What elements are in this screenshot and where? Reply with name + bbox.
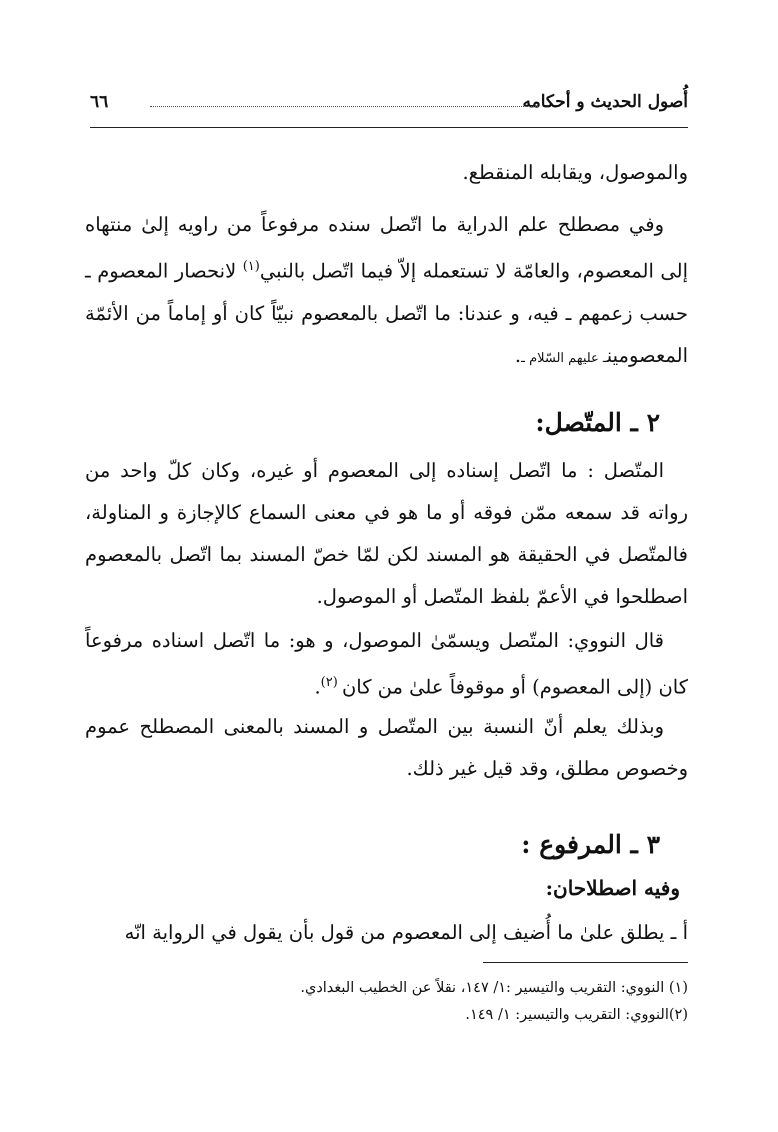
paragraph-text: وبذلك يعلم أنّ النسبة بين المتّصل و المسند بالمعنى المصطلح عموم وخصوص مطلق، وقد قيل غير ذلك. xyxy=(85,715,688,780)
paragraph-muttasil-definition xyxy=(85,450,688,618)
paragraph-end: . xyxy=(314,675,321,699)
footnote-2: (٢)النووي: التقريب والتيسير: ١/ ١٤٩. xyxy=(465,1007,688,1023)
footnote-ref-1[interactable]: (١) xyxy=(242,259,260,274)
paragraph-text: أ ـ يطلق علىٰ ما أُضيف إلى المعصوم من قول بأن يقول في الرواية انّه xyxy=(124,921,688,944)
paragraph-text: قال النووي: المتّصل ويسمّىٰ الموصول، و هو: ما اتّصل اسناده مرفوعاً كان (إلى المعصوم) أو موقوفاً علىٰ من كان xyxy=(85,629,688,699)
header-title: أُصول الحديث و أحكامه xyxy=(516,92,688,112)
section-heading-marfu: ٣ ـ المرفوع : xyxy=(521,830,660,859)
footnotes xyxy=(85,975,688,1029)
honorific-inline: ـ عليهم السّلام ـ xyxy=(521,350,607,366)
footnote-rule xyxy=(483,962,688,963)
paragraph-text: وفي مصطلح علم الدراية ما اتّصل سنده مرفوعاً من راويه إلىٰ منتهاه إلى المعصوم، والعامّة لا تستعمله إلاّ فيما اتّصل بالنبي xyxy=(85,213,688,283)
paragraph-nawawi-quote xyxy=(85,620,688,709)
subheading-two-terms: وفيه اصطلاحان: xyxy=(545,876,680,900)
running-header xyxy=(90,92,688,122)
paragraph-text: المتّصل : ما اتّصل إسناده إلى المعصوم أو غيره، وكان كلّ واحد من رواته قد سمعه ممّن فوقه أو ما هو في معنى السماع كالإجازة و المناولة، فالمتّصل في الحقيقة هو المسند لكن لمّا خصّ المسند بما اتّصل بالمعصوم اصطلحوا في الأعمّ بلفظ المتّصل أو الموصول. xyxy=(85,459,688,608)
header-dotted-leader xyxy=(150,106,538,107)
footnote-1: (١) النووي: التقريب والتيسير :١/ ١٤٧، نقلاً عن الخطيب البغدادي. xyxy=(300,980,688,996)
footnote-ref-2[interactable]: (٢) xyxy=(320,675,342,690)
paragraph-dirayah-definition xyxy=(85,204,688,380)
page-number: ٦٦ xyxy=(90,92,109,112)
paragraph-text: لانحصار المعصوم ـ حسب زعمهم ـ فيه، و عندنا: ما اتّصل بالمعصوم نبيّاً كان أو إماماً من الأئمّة المعصومين xyxy=(85,259,688,367)
section-heading-muttasil: ٢ ـ المتّصل: xyxy=(535,408,660,437)
paragraph-relation xyxy=(85,706,688,790)
header-rule xyxy=(90,127,688,128)
paragraph-end: . xyxy=(514,343,522,367)
paragraph-text: والموصول، ويقابله المنقطع. xyxy=(462,161,688,184)
paragraph-marfu-first xyxy=(85,912,688,954)
paragraph-continued xyxy=(85,152,688,194)
